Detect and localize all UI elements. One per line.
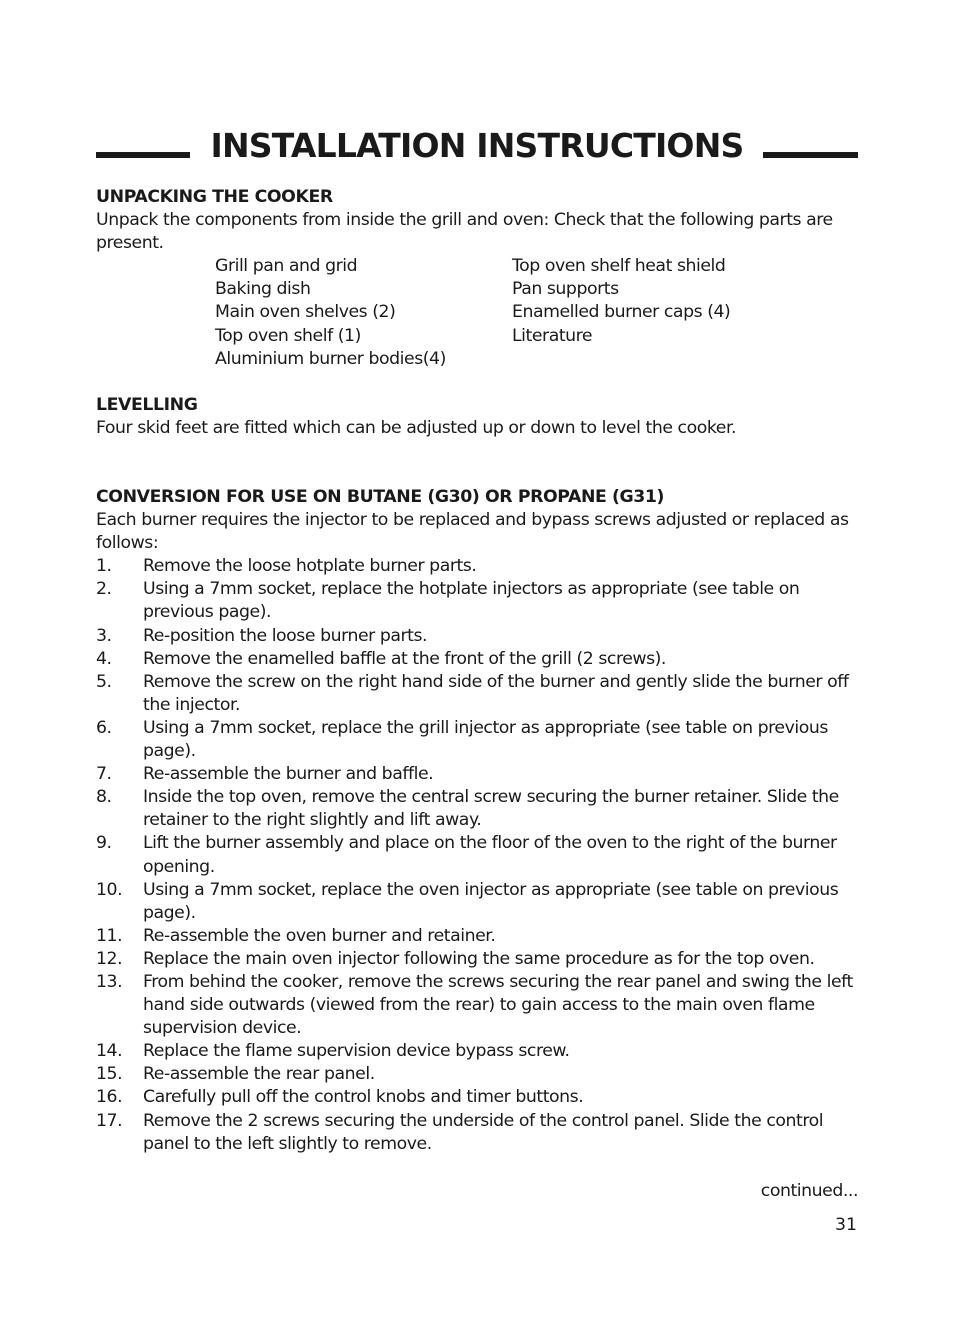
step-number: 7. [96, 764, 112, 785]
levelling-section [96, 394, 860, 440]
step-number: 16. [96, 1087, 123, 1108]
parts-list [96, 255, 860, 371]
parts-column-left [215, 255, 446, 370]
step-item [96, 879, 860, 925]
step-item [96, 578, 860, 624]
continued-note: continued... [760, 1181, 858, 1201]
step-item [96, 1063, 860, 1086]
unpacking-intro: Unpack the components from inside the grill and oven: Check that the following parts are present. [96, 210, 833, 254]
step-text: Replace the main oven injector following the same procedure as for the top oven. [143, 948, 815, 969]
step-number: 3. [96, 625, 112, 646]
step-number: 8. [96, 787, 112, 808]
step-item [96, 763, 860, 786]
part-item: Baking dish [215, 279, 311, 300]
step-text: Remove the 2 screws securing the underside of the control panel. Slide the control panel to the left slightly to remove. [143, 1110, 824, 1154]
step-number: 1. [96, 556, 112, 577]
page-number: 31 [835, 1215, 857, 1235]
step-number: 13. [96, 971, 123, 992]
step-number: 4. [96, 648, 112, 669]
part-item: Main oven shelves (2) [215, 302, 396, 323]
step-item [96, 671, 860, 717]
step-item [96, 971, 860, 1040]
step-item [96, 1110, 860, 1156]
step-item [96, 1086, 860, 1109]
step-item [96, 648, 860, 671]
step-text: Re-assemble the rear panel. [143, 1064, 375, 1085]
step-number: 14. [96, 1041, 123, 1062]
step-text: Remove the loose hotplate burner parts. [143, 556, 477, 577]
step-text: Carefully pull off the control knobs and timer buttons. [143, 1087, 584, 1108]
levelling-text: Four skid feet are fitted which can be adjusted up or down to level the cooker. [96, 418, 737, 439]
step-text: Remove the screw on the right hand side of the burner and gently slide the burner off the injector. [143, 671, 849, 715]
step-item [96, 786, 860, 832]
step-text: Inside the top oven, remove the central screw securing the burner retainer. Slide the retainer to the right slightly and lift away. [143, 787, 839, 831]
title-rule-right [763, 152, 858, 158]
part-item: Enamelled burner caps (4) [512, 302, 731, 323]
conversion-steps [96, 555, 860, 1155]
step-text: Re-position the loose burner parts. [143, 625, 428, 646]
part-item: Pan supports [512, 279, 619, 300]
step-number: 15. [96, 1064, 123, 1085]
step-number: 5. [96, 671, 112, 692]
step-text: Using a 7mm socket, replace the hotplate injectors as appropriate (see table on previous page). [143, 579, 800, 623]
part-item: Top oven shelf (1) [215, 325, 361, 346]
part-item: Aluminium burner bodies(4) [215, 348, 446, 369]
step-number: 2. [96, 579, 112, 600]
step-text: Re-assemble the burner and baffle. [143, 764, 434, 785]
unpacking-heading: UNPACKING THE COOKER [96, 187, 333, 207]
step-number: 9. [96, 833, 112, 854]
conversion-heading: CONVERSION FOR USE ON BUTANE (G30) OR PROPANE (G31) [96, 487, 665, 507]
step-item [96, 1040, 860, 1063]
step-item [96, 717, 860, 763]
step-text: Lift the burner assembly and place on the floor of the oven to the right of the burner opening. [143, 833, 837, 877]
page-title: INSTALLATION INSTRUCTIONS [210, 126, 744, 165]
conversion-intro: Each burner requires the injector to be replaced and bypass screws adjusted or replaced as follows: [96, 510, 849, 554]
step-item [96, 948, 860, 971]
step-text: Using a 7mm socket, replace the oven injector as appropriate (see table on previous page). [143, 879, 839, 923]
part-item: Top oven shelf heat shield [512, 256, 726, 277]
step-item [96, 625, 860, 648]
levelling-heading: LEVELLING [96, 395, 198, 415]
step-item [96, 925, 860, 948]
step-text: From behind the cooker, remove the screws securing the rear panel and swing the left hand side outwards (viewed from the rear) to gain access to the main oven flame supervision device. [143, 971, 853, 1039]
step-number: 6. [96, 717, 112, 738]
step-number: 11. [96, 925, 123, 946]
step-text: Using a 7mm socket, replace the grill injector as appropriate (see table on previous page). [143, 717, 828, 762]
step-text: Replace the flame supervision device bypass screw. [143, 1041, 570, 1062]
step-number: 17. [96, 1110, 123, 1131]
step-text: Re-assemble the oven burner and retainer. [143, 925, 496, 946]
part-item: Literature [512, 325, 593, 346]
step-text: Remove the enamelled baffle at the front of the grill (2 screws). [143, 648, 666, 669]
part-item: Grill pan and grid [215, 256, 358, 277]
step-item [96, 555, 860, 578]
conversion-section [96, 486, 860, 1156]
unpacking-section [96, 186, 860, 371]
parts-column-right [512, 255, 730, 347]
step-number: 12. [96, 948, 123, 969]
step-number: 10. [96, 879, 123, 900]
step-item [96, 832, 860, 878]
